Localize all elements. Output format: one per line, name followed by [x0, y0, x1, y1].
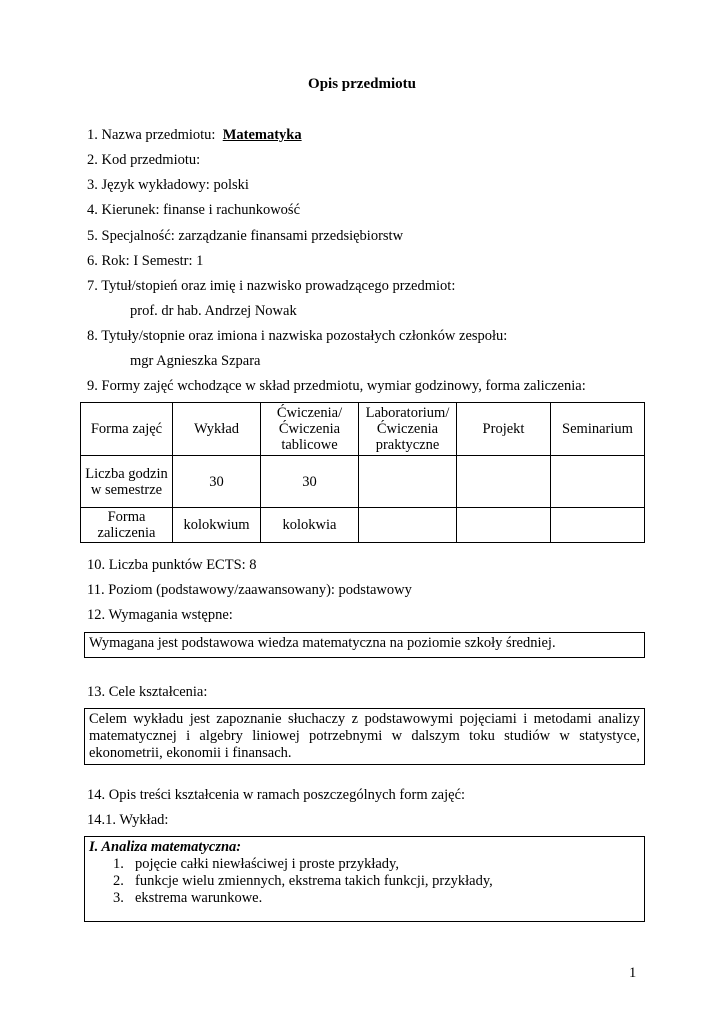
table-cell: [551, 508, 645, 543]
table-cell: Liczba godzin w semestrze: [81, 456, 173, 508]
item-lecture-label: 14.1. Wykład:: [87, 812, 169, 828]
table-row: [81, 456, 645, 508]
table-header-cell: Ćwiczenia/ Ćwiczenia tablicowe: [261, 403, 359, 456]
lecture-topics-list: [89, 856, 640, 907]
table-header-cell: Laboratorium/ Ćwiczenia praktyczne: [359, 403, 457, 456]
list-item-number: 3.: [113, 890, 124, 906]
item-year-semester: 6. Rok: I Semestr: 1: [87, 253, 204, 269]
list-item-text: funkcje wielu zmiennych, ekstrema takich funkcji, przykłady,: [135, 873, 493, 889]
item-label: 1. Nazwa przedmiotu:: [87, 127, 216, 143]
table-header-row: [81, 403, 645, 456]
item-team-value: mgr Agnieszka Szpara: [130, 353, 261, 369]
table-header-cell: Wykład: [173, 403, 261, 456]
page-number: 1: [629, 965, 637, 981]
list-item: [89, 856, 640, 873]
table-header-cell: Forma zajęć: [81, 403, 173, 456]
table-cell: [359, 508, 457, 543]
item-ects: 10. Liczba punktów ECTS: 8: [87, 557, 257, 573]
table-header-cell: Seminarium: [551, 403, 645, 456]
item-language: 3. Język wykładowy: polski: [87, 177, 249, 193]
subject-name-value: Matematyka: [222, 127, 302, 143]
table-cell: Forma zaliczenia: [81, 508, 173, 543]
table-cell: [457, 456, 551, 508]
item-subject-name: [87, 127, 302, 144]
table-header-cell: Projekt: [457, 403, 551, 456]
list-item-number: 2.: [113, 873, 124, 889]
requirements-box: [84, 632, 645, 658]
item-team-label: 8. Tytuły/stopnie oraz imiona i nazwiska pozostałych członków zespołu:: [87, 328, 508, 344]
table-cell: [359, 456, 457, 508]
list-item: [89, 873, 640, 890]
lecture-section-heading: I. Analiza matematyczna:: [89, 839, 242, 855]
item-goals-label: 13. Cele kształcenia:: [87, 684, 208, 700]
item-level: 11. Poziom (podstawowy/zaawansowany): podstawowy: [87, 582, 412, 598]
table-cell: [457, 508, 551, 543]
class-forms-table: [80, 402, 645, 543]
item-lecturer-value: prof. dr hab. Andrzej Nowak: [130, 303, 297, 319]
list-item-number: 1.: [113, 856, 124, 872]
table-cell: 30: [261, 456, 359, 508]
table-row: [81, 508, 645, 543]
item-content-description: 14. Opis treści kształcenia w ramach poszczególnych form zajęć:: [87, 787, 466, 803]
page-title: Opis przedmiotu: [308, 76, 416, 92]
table-cell: kolokwium: [173, 508, 261, 543]
goals-box: [84, 708, 645, 765]
table-cell: [551, 456, 645, 508]
list-item: [89, 890, 640, 907]
item-lecturer-label: 7. Tytuł/stopień oraz imię i nazwisko prowadzącego przedmiot:: [87, 278, 456, 294]
item-field-of-study: 4. Kierunek: finanse i rachunkowość: [87, 202, 301, 218]
list-item-text: ekstrema warunkowe.: [135, 890, 263, 906]
goals-text: Celem wykładu jest zapoznanie słuchaczy z podstawowymi pojęciami i metodami analizy matematycznej i algebry liniowej potrzebnymi w dalszym toku studiów w statystyce, ekonometrii, ekonomii i finansach.: [89, 711, 640, 761]
requirements-text: Wymagana jest podstawowa wiedza matematyczna na poziomie szkoły średniej.: [89, 635, 556, 651]
list-item-text: pojęcie całki niewłaściwej i proste przykłady,: [135, 856, 399, 872]
item-specialty: 5. Specjalność: zarządzanie finansami przedsiębiorstw: [87, 228, 404, 244]
item-subject-code: 2. Kod przedmiotu:: [87, 152, 201, 168]
table-cell: 30: [173, 456, 261, 508]
item-class-forms: 9. Formy zajęć wchodzące w skład przedmiotu, wymiar godzinowy, forma zaliczenia:: [87, 378, 586, 394]
table-cell: kolokwia: [261, 508, 359, 543]
lecture-content-box: [84, 836, 645, 922]
item-requirements-label: 12. Wymagania wstępne:: [87, 607, 233, 623]
